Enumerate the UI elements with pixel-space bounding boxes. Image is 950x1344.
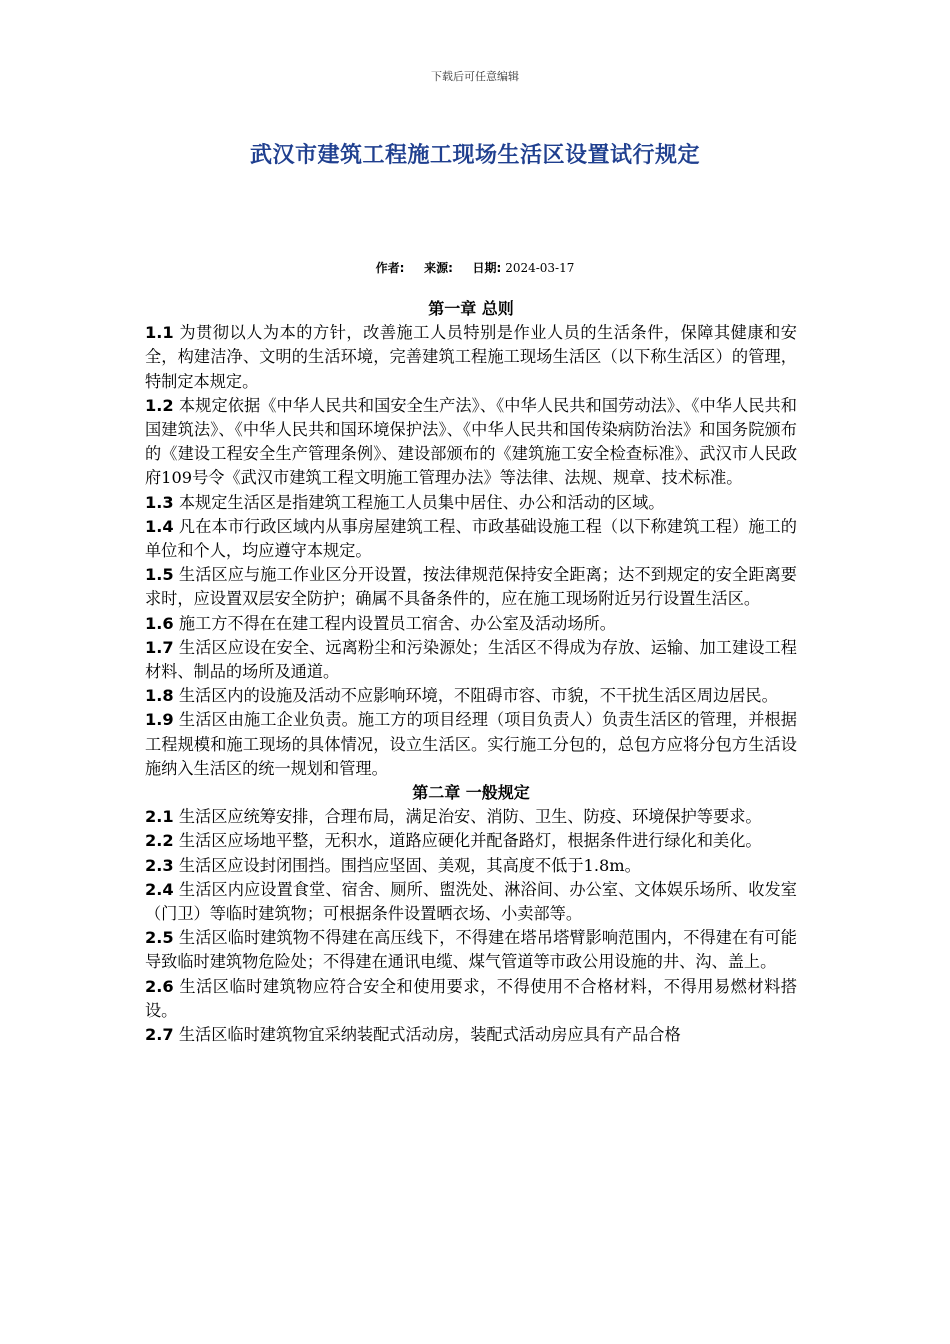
clause-number: 1.3 xyxy=(145,492,174,512)
clause-1-6 xyxy=(145,612,797,636)
clause-number: 1.8 xyxy=(145,686,174,706)
date-label: 日期: xyxy=(472,261,502,275)
clause-number: 2.1 xyxy=(145,807,174,827)
clause-number: 1.2 xyxy=(145,395,174,415)
clause-number: 2.7 xyxy=(145,1025,174,1045)
clause-text: 生活区应场地平整，无积水，道路应硬化并配备路灯，根据条件进行绿化和美化。 xyxy=(178,831,762,851)
author-label: 作者: xyxy=(375,261,405,275)
clause-text: 生活区应设封闭围挡。围挡应坚固、美观，其高度不低于1.8m。 xyxy=(178,855,641,875)
clause-text: 生活区应统筹安排，合理布局，满足治安、消防、卫生、防疫、环境保护等要求。 xyxy=(178,807,762,827)
clause-1-4 xyxy=(145,515,797,563)
clause-number: 1.4 xyxy=(145,516,174,536)
clause-number: 1.1 xyxy=(145,323,174,343)
clause-2-5 xyxy=(145,926,797,974)
clause-1-2 xyxy=(145,394,797,491)
chapter-heading-2: 第二章 一般规定 xyxy=(412,783,530,803)
clause-number: 2.3 xyxy=(145,855,174,875)
clause-text: 凡在本市行政区域内从事房屋建筑工程、市政基础设施工程（以下称建筑工程）施工的单位和个人，均应遵守本规定。 xyxy=(145,516,797,561)
clause-number: 1.7 xyxy=(145,637,174,657)
clause-number: 2.5 xyxy=(145,928,174,948)
page-header-note: 下载后可任意编辑 xyxy=(431,70,519,83)
date-value: 2024-03-17 xyxy=(505,261,575,275)
clause-1-8 xyxy=(145,684,797,708)
clause-text: 生活区由施工企业负责。施工方的项目经理（项目负责人）负责生活区的管理，并根据工程规模和施工现场的具体情况，设立生活区。实行施工分包的，总包方应将分包方生活设施纳入生活区的统一规划和管理。 xyxy=(145,710,797,778)
clause-2-1 xyxy=(145,805,797,829)
clause-2-4 xyxy=(145,878,797,926)
clause-text: 生活区临时建筑物应符合安全和使用要求，不得使用不合格材料，不得用易燃材料搭设。 xyxy=(145,976,797,1020)
clause-text: 本规定生活区是指建筑工程施工人员集中居住、办公和活动的区域。 xyxy=(178,492,665,512)
clause-number: 1.6 xyxy=(145,613,174,633)
clause-1-7 xyxy=(145,636,797,684)
clause-1-9 xyxy=(145,708,797,781)
clause-text: 为贯彻以人为本的方针，改善施工人员特别是作业人员的生活条件，保障其健康和安全，构建洁净、文明的生活环境，完善建筑工程施工现场生活区（以下称生活区）的管理，特制定本规定。 xyxy=(145,323,797,391)
clause-text: 生活区内应设置食堂、宿舍、厕所、盥洗处、淋浴间、办公室、文体娱乐场所、收发室（门卫）等临时建筑物；可根据条件设置晒衣场、小卖部等。 xyxy=(145,879,797,924)
clause-text: 施工方不得在在建工程内设置员工宿舍、办公室及活动场所。 xyxy=(178,613,616,633)
clause-number: 2.6 xyxy=(145,976,174,996)
clause-2-6 xyxy=(145,975,797,1023)
clause-1-1 xyxy=(145,321,797,394)
clause-text: 生活区临时建筑物不得建在高压线下，不得建在塔吊塔臂影响范围内，不得建在有可能导致临时建筑物危险处；不得建在通讯电缆、煤气管道等市政公用设施的井、沟、盖上。 xyxy=(145,928,797,972)
clause-number: 1.9 xyxy=(145,710,174,730)
clause-text: 生活区临时建筑物宜采纳装配式活动房，装配式活动房应具有产品合格 xyxy=(178,1025,681,1045)
clause-text: 生活区应设在安全、远离粉尘和污染源处；生活区不得成为存放、运输、加工建设工程材料、制品的场所及通道。 xyxy=(145,637,797,682)
clause-1-5 xyxy=(145,563,797,611)
clause-number: 2.2 xyxy=(145,831,174,851)
clause-2-2 xyxy=(145,829,797,853)
chapter-heading-1: 第一章 总则 xyxy=(428,299,514,318)
source-label: 来源: xyxy=(424,261,453,275)
clause-text: 本规定依据《中华人民共和国安全生产法》、《中华人民共和国劳动法》、《中华人民共和国建筑法》、《中华人民共和国环境保护法》、《中华人民共和国传染病防治法》和国务院颁布的《建设工程安全生产管理条例》、建设部颁布的《建筑施工安全检查标准》、武汉市人民政府109号令《武汉市建筑工程文明施工管理办法》等法律、法规、规章、技术标准。 xyxy=(145,395,797,488)
document-title: 武汉市建筑工程施工现场生活区设置试行规定 xyxy=(249,143,700,168)
document-meta xyxy=(0,259,950,276)
clause-text: 生活区内的设施及活动不应影响环境，不阻碍市容、市貌，不干扰生活区周边居民。 xyxy=(178,686,778,706)
clause-2-3 xyxy=(145,854,797,878)
clause-2-7 xyxy=(145,1023,797,1047)
clause-1-3 xyxy=(145,491,797,515)
document-body xyxy=(145,297,797,1047)
clause-number: 1.5 xyxy=(145,565,174,585)
clause-number: 2.4 xyxy=(145,879,174,899)
clause-text: 生活区应与施工作业区分开设置，按法律规范保持安全距离；达不到规定的安全距离要求时，应设置双层安全防护；确属不具备条件的，应在施工现场附近另行设置生活区。 xyxy=(145,565,797,609)
